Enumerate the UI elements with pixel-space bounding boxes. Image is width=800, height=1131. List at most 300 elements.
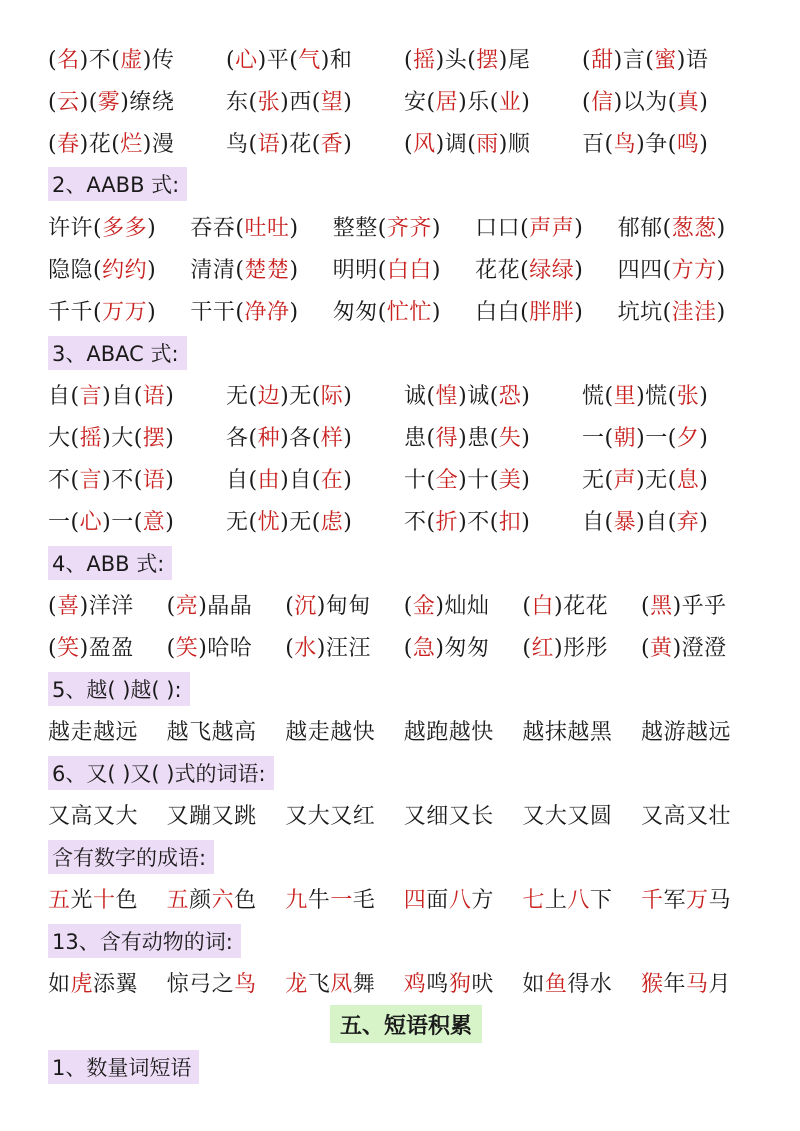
answer-text: 风 xyxy=(413,131,436,157)
phrase-text: 又细又长 xyxy=(403,803,494,829)
phrase xyxy=(404,463,582,494)
phrase-text: )言( xyxy=(613,47,655,73)
phrase-text: ) xyxy=(699,509,709,535)
answer-text: 洼洼 xyxy=(671,299,717,325)
phrase-text: )一( xyxy=(102,509,143,535)
phrase-text: )西( xyxy=(280,89,321,115)
phrase-text: ( xyxy=(48,635,58,661)
phrase-text: ( xyxy=(285,593,295,619)
phrase-text: ( xyxy=(640,635,651,661)
phrase xyxy=(285,799,404,830)
phrase-text: ) xyxy=(521,89,531,115)
phrase-text: 越跑越快 xyxy=(403,719,494,745)
phrase-text: ) xyxy=(521,383,531,409)
phrase xyxy=(333,211,475,242)
answer-text: 鱼 xyxy=(544,971,568,997)
answer-text: 多多 xyxy=(102,215,148,241)
phrase xyxy=(404,505,582,536)
phrase-text: 光 xyxy=(70,887,94,913)
phrase xyxy=(167,715,286,746)
phrase-text: )彤彤 xyxy=(553,635,609,661)
answer-text: 烂 xyxy=(120,131,143,157)
answer-text: 样 xyxy=(320,425,344,451)
phrase-text: 自( xyxy=(582,509,614,535)
phrase-text: 吠 xyxy=(471,971,494,997)
phrase-text: ( xyxy=(582,89,592,115)
answer-text: 笑 xyxy=(57,635,80,661)
word-row xyxy=(48,584,760,624)
phrase xyxy=(475,295,617,326)
phrase-text: 毛 xyxy=(352,887,376,913)
phrase-text: ( xyxy=(640,593,651,619)
phrase-text: 大( xyxy=(48,425,80,451)
phrase-text: 隐隐( xyxy=(48,257,103,283)
phrase-text: 诚( xyxy=(404,383,436,409)
phrase xyxy=(226,43,404,74)
phrase-text: )不( xyxy=(458,509,499,535)
heading-aabb: 2、AABB 式: xyxy=(48,167,187,201)
phrase-text: ( xyxy=(48,131,58,157)
phrase-text: ) xyxy=(431,299,441,325)
phrase-text: 年 xyxy=(663,971,686,997)
phrase-text: ) xyxy=(574,299,584,325)
phrase-text: 白白( xyxy=(475,299,530,325)
answer-text: 语 xyxy=(142,467,166,493)
phrase-text: ( xyxy=(226,47,236,73)
phrase-text: )澄澄 xyxy=(672,635,727,661)
phrase-text: )( xyxy=(79,89,98,115)
phrase-text: 鸟( xyxy=(226,131,258,157)
phrase xyxy=(522,799,641,830)
phrase xyxy=(582,379,760,410)
phrase xyxy=(190,253,332,284)
phrase-text: ) xyxy=(431,215,441,241)
phrase-text: 清清( xyxy=(190,257,245,283)
phrase xyxy=(522,631,641,662)
answer-text: 胖胖 xyxy=(529,299,575,325)
phrase-text: 得水 xyxy=(567,971,613,997)
answer-text: 八 xyxy=(567,887,590,913)
idiom-row xyxy=(48,38,760,78)
phrase-text: 安( xyxy=(404,89,436,115)
answer-text: 急 xyxy=(412,635,436,661)
answer-text: 夕 xyxy=(676,425,700,451)
phrase-text: 马 xyxy=(708,887,732,913)
phrase-text: 越走越快 xyxy=(285,719,376,745)
answer-text: 四 xyxy=(403,887,427,913)
phrase xyxy=(582,505,760,536)
phrase xyxy=(285,967,404,998)
phrase xyxy=(190,295,332,326)
phrase-text: )漫 xyxy=(142,131,175,157)
phrase-text: ) xyxy=(699,89,709,115)
phrase-text: 颜 xyxy=(189,887,212,913)
phrase xyxy=(226,85,404,116)
answer-text: 失 xyxy=(498,425,522,451)
phrase-text: ) xyxy=(699,383,709,409)
answer-text: 种 xyxy=(257,425,281,451)
phrase-text: 军 xyxy=(663,887,686,913)
phrase-text: 越飞越高 xyxy=(166,719,257,745)
phrase-text: )争( xyxy=(636,131,677,157)
phrase-text: ) xyxy=(431,257,441,283)
phrase-text: )无( xyxy=(636,467,677,493)
answer-text: 十 xyxy=(93,887,116,913)
phrase-text: )头( xyxy=(435,47,477,73)
answer-text: 言 xyxy=(79,467,103,493)
phrase-text: ) xyxy=(343,509,353,535)
phrase-text: 越游越远 xyxy=(640,719,731,745)
phrase xyxy=(48,253,190,284)
phrase xyxy=(522,589,641,620)
answer-text: 息 xyxy=(676,467,700,493)
phrase-text: 面 xyxy=(426,887,449,913)
answer-text: 业 xyxy=(498,89,522,115)
phrase-text: 千千( xyxy=(48,299,103,325)
answer-text: 亮 xyxy=(175,593,199,619)
phrase-text: )自( xyxy=(636,509,677,535)
phrase-text: ) xyxy=(289,215,299,241)
answer-text: 香 xyxy=(320,131,344,157)
phrase-text: )十( xyxy=(458,467,499,493)
phrase-text: 不( xyxy=(48,467,80,493)
phrase-text: 无( xyxy=(582,467,614,493)
phrase-text: ) xyxy=(343,467,353,493)
phrase xyxy=(48,211,190,242)
phrase-text: 无( xyxy=(226,509,258,535)
phrase-text: )顺 xyxy=(498,131,531,157)
answer-text: 五 xyxy=(48,887,71,913)
answer-text: 楚楚 xyxy=(244,257,290,283)
phrase-text: ) xyxy=(165,509,175,535)
phrase xyxy=(167,631,286,662)
phrase xyxy=(475,211,617,242)
phrase xyxy=(190,211,332,242)
phrase xyxy=(404,421,582,452)
phrase-text: 明明( xyxy=(332,257,387,283)
phrase xyxy=(618,295,760,326)
phrase-text: 花花( xyxy=(475,257,530,283)
answer-text: 虎 xyxy=(70,971,94,997)
phrase-text: )花( xyxy=(79,131,121,157)
phrase-text: )自( xyxy=(280,467,321,493)
phrase-text: )哈哈 xyxy=(198,635,253,661)
phrase-text: )盈盈 xyxy=(79,635,134,661)
phrase-text: 色 xyxy=(234,887,257,913)
phrase-text: ) xyxy=(147,299,157,325)
word-row xyxy=(48,710,760,750)
phrase-text: 不( xyxy=(404,509,436,535)
answer-text: 居 xyxy=(435,89,459,115)
phrase-text: ) xyxy=(521,425,531,451)
phrase xyxy=(641,631,760,662)
answer-text: 约约 xyxy=(102,257,148,283)
answer-text: 黄 xyxy=(650,635,673,661)
phrase xyxy=(226,127,404,158)
answer-text: 扣 xyxy=(498,509,522,535)
answer-text: 一 xyxy=(330,887,353,913)
phrase xyxy=(404,85,582,116)
phrase xyxy=(582,127,760,158)
phrase xyxy=(522,967,641,998)
idiom-row xyxy=(48,122,760,162)
phrase-text: 如 xyxy=(522,971,545,997)
phrase xyxy=(48,379,226,410)
phrase-text: 越走越远 xyxy=(48,719,139,745)
answer-text: 摇 xyxy=(79,425,103,451)
heading-quantifier-phrases: 1、数量词短语 xyxy=(48,1050,199,1084)
phrase xyxy=(48,85,226,116)
phrase-text: )洋洋 xyxy=(79,593,134,619)
answer-text: 心 xyxy=(79,509,103,535)
phrase xyxy=(285,715,404,746)
answer-text: 吐吐 xyxy=(244,215,290,241)
phrase xyxy=(226,463,404,494)
answer-text: 声 xyxy=(613,467,637,493)
answer-text: 甜 xyxy=(591,47,614,73)
answer-text: 望 xyxy=(320,89,344,115)
phrase-text: 舞 xyxy=(352,971,376,997)
phrase-text: 惊弓之 xyxy=(166,971,235,997)
idiom-row xyxy=(48,416,760,456)
phrase-text: ( xyxy=(403,593,413,619)
phrase xyxy=(226,505,404,536)
idiom-row xyxy=(48,878,760,918)
answer-text: 净净 xyxy=(244,299,290,325)
phrase-text: ( xyxy=(522,593,532,619)
phrase xyxy=(167,967,286,998)
phrase-text: )大( xyxy=(102,425,143,451)
answer-text: 边 xyxy=(257,383,281,409)
phrase-text: 十( xyxy=(404,467,436,493)
phrase-text: ( xyxy=(582,47,592,73)
phrase-text: 又蹦又跳 xyxy=(166,803,257,829)
phrase-text: ) xyxy=(343,425,353,451)
phrase xyxy=(582,463,760,494)
phrase-text: )不( xyxy=(79,47,121,73)
answer-text: 笑 xyxy=(175,635,199,661)
heading-animal-words: 13、含有动物的词: xyxy=(48,924,241,958)
answer-text: 声声 xyxy=(529,215,575,241)
answer-text: 千 xyxy=(640,887,664,913)
phrase-text: ) xyxy=(574,215,584,241)
answer-text: 黑 xyxy=(650,593,673,619)
phrase-text: )平( xyxy=(257,47,299,73)
phrase-text: ) xyxy=(521,509,531,535)
phrase-text: ( xyxy=(404,47,414,73)
answer-text: 忙忙 xyxy=(386,299,432,325)
phrase-text: ( xyxy=(48,47,58,73)
phrase-text: ) xyxy=(574,257,584,283)
phrase-text: )乎乎 xyxy=(672,593,727,619)
phrase xyxy=(285,883,404,914)
idiom-row xyxy=(48,374,760,414)
phrase-text: ) xyxy=(343,131,353,157)
answer-text: 九 xyxy=(285,887,308,913)
phrase-text: 百( xyxy=(582,131,614,157)
phrase xyxy=(285,589,404,620)
phrase-text: 自( xyxy=(48,383,80,409)
answer-text: 春 xyxy=(57,131,80,157)
phrase xyxy=(404,967,523,998)
heading-you: 6、又( )又( )式的词语: xyxy=(48,756,274,790)
phrase xyxy=(618,253,760,284)
phrase-text: )无( xyxy=(280,383,321,409)
answer-text: 真 xyxy=(676,89,700,115)
phrase-text: ) xyxy=(716,257,726,283)
answer-text: 水 xyxy=(294,635,317,661)
phrase-text: )一( xyxy=(636,425,677,451)
answer-text: 意 xyxy=(142,509,166,535)
phrase-text: ) xyxy=(343,383,353,409)
word-row xyxy=(48,794,760,834)
phrase-text: )传 xyxy=(142,47,175,73)
answer-text: 语 xyxy=(257,131,281,157)
answer-text: 云 xyxy=(57,89,80,115)
phrase-text: )甸甸 xyxy=(316,593,371,619)
answer-text: 忧 xyxy=(257,509,281,535)
phrase xyxy=(48,43,226,74)
phrase-text: ) xyxy=(165,467,175,493)
phrase-text: )汪汪 xyxy=(316,635,371,661)
phrase-text: 月 xyxy=(708,971,732,997)
answer-text: 朝 xyxy=(613,425,637,451)
answer-text: 摆 xyxy=(476,47,499,73)
phrase xyxy=(475,253,617,284)
phrase xyxy=(48,505,226,536)
answer-text: 摇 xyxy=(413,47,436,73)
phrase-text: 口口( xyxy=(475,215,530,241)
phrase-text: 一( xyxy=(48,509,80,535)
answer-text: 沉 xyxy=(294,593,317,619)
heading-abb: 4、ABB 式: xyxy=(48,546,172,580)
phrase-text: 郁郁( xyxy=(617,215,672,241)
phrase-text: ( xyxy=(166,635,176,661)
section-title: 五、短语积累 xyxy=(330,1005,482,1043)
answer-text: 白 xyxy=(531,593,554,619)
phrase-text: 一( xyxy=(582,425,614,451)
phrase xyxy=(285,631,404,662)
phrase-text: ) xyxy=(699,131,709,157)
answer-text: 齐齐 xyxy=(386,215,432,241)
heading-number-idioms: 含有数字的成语: xyxy=(48,840,214,874)
phrase xyxy=(641,589,760,620)
answer-text: 张 xyxy=(676,383,700,409)
phrase-text: ) xyxy=(147,257,157,283)
phrase-text: )和 xyxy=(320,47,353,73)
answer-text: 白白 xyxy=(386,257,432,283)
answer-text: 摆 xyxy=(142,425,166,451)
phrase-text: ) xyxy=(699,425,709,451)
phrase-text: ( xyxy=(166,593,176,619)
phrase xyxy=(404,379,582,410)
phrase-text: ) xyxy=(165,383,175,409)
phrase xyxy=(333,253,475,284)
answer-text: 龙 xyxy=(285,971,308,997)
phrase xyxy=(522,883,641,914)
answer-text: 在 xyxy=(320,467,344,493)
answer-text: 鸟 xyxy=(613,131,637,157)
phrase xyxy=(582,85,760,116)
phrase-text: )调( xyxy=(435,131,477,157)
phrase xyxy=(641,883,760,914)
phrase-text: 又高又壮 xyxy=(640,803,731,829)
phrase-text: 整整( xyxy=(332,215,387,241)
phrase-text: 又高又大 xyxy=(48,803,139,829)
phrase-text: 各( xyxy=(226,425,258,451)
phrase xyxy=(404,43,582,74)
phrase-text: 牛 xyxy=(307,887,331,913)
idiom-row xyxy=(48,962,760,1002)
answer-text: 鸣 xyxy=(676,131,700,157)
idiom-row xyxy=(48,80,760,120)
answer-text: 八 xyxy=(448,887,472,913)
answer-text: 惶 xyxy=(435,383,459,409)
phrase-text: ) xyxy=(521,467,531,493)
phrase-text: )花花 xyxy=(553,593,609,619)
phrase xyxy=(404,127,582,158)
phrase xyxy=(404,799,523,830)
phrase xyxy=(641,967,760,998)
phrase xyxy=(582,43,760,74)
phrase-text: 下 xyxy=(589,887,613,913)
phrase xyxy=(641,799,760,830)
phrase-text: 越抹越黑 xyxy=(522,719,613,745)
phrase xyxy=(641,715,760,746)
phrase xyxy=(226,421,404,452)
phrase xyxy=(48,967,167,998)
word-row xyxy=(48,626,760,666)
answer-text: 万万 xyxy=(102,299,148,325)
phrase-text: )患( xyxy=(458,425,499,451)
answer-text: 万 xyxy=(686,887,709,913)
phrase-text: )缭绕 xyxy=(120,89,175,115)
phrase xyxy=(48,799,167,830)
phrase-text: )乐( xyxy=(458,89,499,115)
phrase xyxy=(48,127,226,158)
answer-text: 方方 xyxy=(671,257,717,283)
phrase-text: 上 xyxy=(544,887,568,913)
answer-text: 得 xyxy=(435,425,459,451)
phrase xyxy=(404,631,523,662)
phrase-text: 色 xyxy=(115,887,139,913)
word-row xyxy=(48,248,760,288)
phrase-text: 又大又红 xyxy=(285,803,376,829)
phrase-text: 许许( xyxy=(48,215,103,241)
phrase xyxy=(48,631,167,662)
phrase xyxy=(48,589,167,620)
word-row xyxy=(48,206,760,246)
answer-text: 金 xyxy=(412,593,436,619)
phrase-text: ) xyxy=(343,89,353,115)
heading-yue: 5、越( )越( ): xyxy=(48,672,190,706)
phrase xyxy=(167,589,286,620)
phrase-text: )各( xyxy=(280,425,321,451)
phrase xyxy=(48,463,226,494)
phrase-text: 方 xyxy=(471,887,494,913)
phrase xyxy=(48,715,167,746)
phrase xyxy=(48,883,167,914)
phrase xyxy=(48,421,226,452)
phrase-text: )花( xyxy=(280,131,321,157)
answer-text: 全 xyxy=(435,467,459,493)
phrase-text: 飞 xyxy=(307,971,331,997)
phrase xyxy=(48,295,190,326)
phrase xyxy=(522,715,641,746)
phrase xyxy=(226,379,404,410)
phrase xyxy=(618,211,760,242)
answer-text: 折 xyxy=(435,509,459,535)
